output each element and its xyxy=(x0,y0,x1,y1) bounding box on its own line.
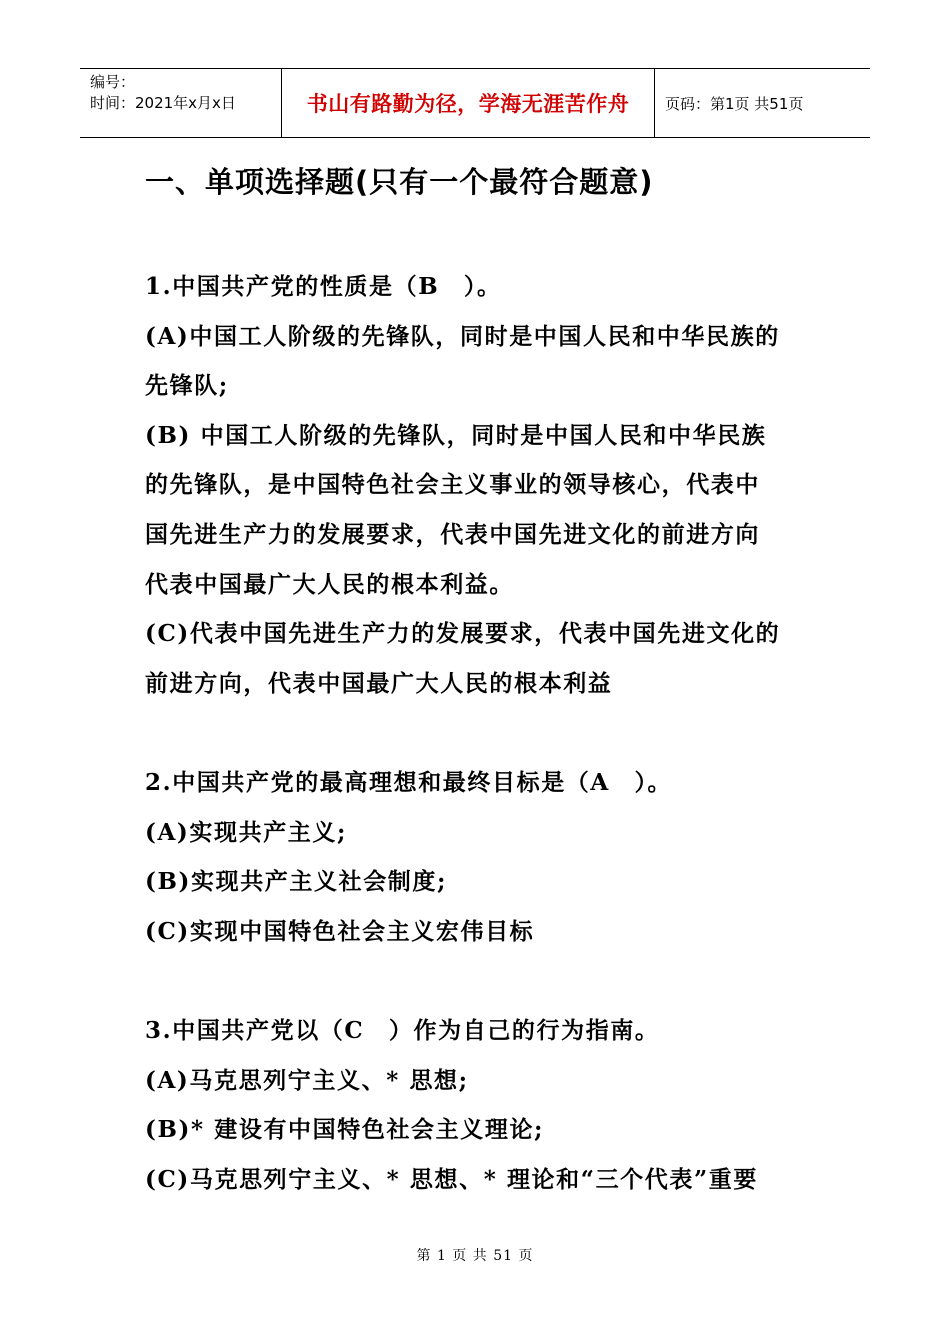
header-motto-cell xyxy=(282,69,655,137)
header-motto: 书山有路勤为径，学海无涯苦作舟 xyxy=(306,91,630,116)
spacer xyxy=(145,708,815,758)
question-line: 代表中国最广大人民的根本利益。 xyxy=(145,570,514,598)
question-line: (C)代表中国先进生产力的发展要求，代表中国先进文化的 xyxy=(145,620,781,648)
question-1 xyxy=(145,262,815,708)
question-3 xyxy=(145,1006,815,1204)
question-line: (B) 中国工人阶级的先锋队，同时是中国人民和中华民族 xyxy=(145,421,767,449)
question-line: (B)* 建设有中国特色社会主义理论; xyxy=(145,1116,545,1144)
question-line: 1.中国共产党的性质是（B ）。 xyxy=(145,273,502,300)
question-line: 2.中国共产党的最高理想和最终目标是（A ）。 xyxy=(145,768,673,796)
question-line: (A)马克思列宁主义、* 思想; xyxy=(145,1066,469,1094)
question-line: 的先锋队，是中国特色社会主义事业的领导核心，代表中 xyxy=(145,471,760,499)
page-footer: 第 1 页 共 51 页 xyxy=(416,1248,534,1264)
question-line: 先锋队; xyxy=(145,372,229,400)
spacer xyxy=(145,956,815,1006)
document-number-label: 编号： xyxy=(90,73,136,91)
header-left-cell xyxy=(80,69,282,137)
question-line: (A)实现共产主义; xyxy=(145,818,348,846)
question-line: (B)实现共产主义社会制度; xyxy=(145,868,448,896)
question-2 xyxy=(145,758,815,956)
question-line: 国先进生产力的发展要求，代表中国先进文化的前进方向 xyxy=(145,520,760,548)
question-line: (C)实现中国特色社会主义宏伟目标 xyxy=(145,917,535,945)
document-time-label: 时间：2021年x月x日 xyxy=(90,94,236,112)
question-line: 3.中国共产党以（C ）作为自己的行为指南。 xyxy=(145,1016,660,1044)
section-title: 一、单项选择题(只有一个最符合题意) xyxy=(145,165,654,199)
header-page-info: 页码：第1页 共51页 xyxy=(665,94,804,113)
header-page-cell xyxy=(655,69,870,137)
question-line: (A)中国工人阶级的先锋队，同时是中国人民和中华民族的 xyxy=(145,322,780,350)
question-line: 前进方向，代表中国最广大人民的根本利益 xyxy=(145,669,613,697)
header-table xyxy=(80,68,870,138)
question-list xyxy=(145,262,815,1204)
question-line: (C)马克思列宁主义、* 思想、* 理论和“三个代表”重要 xyxy=(145,1165,758,1193)
